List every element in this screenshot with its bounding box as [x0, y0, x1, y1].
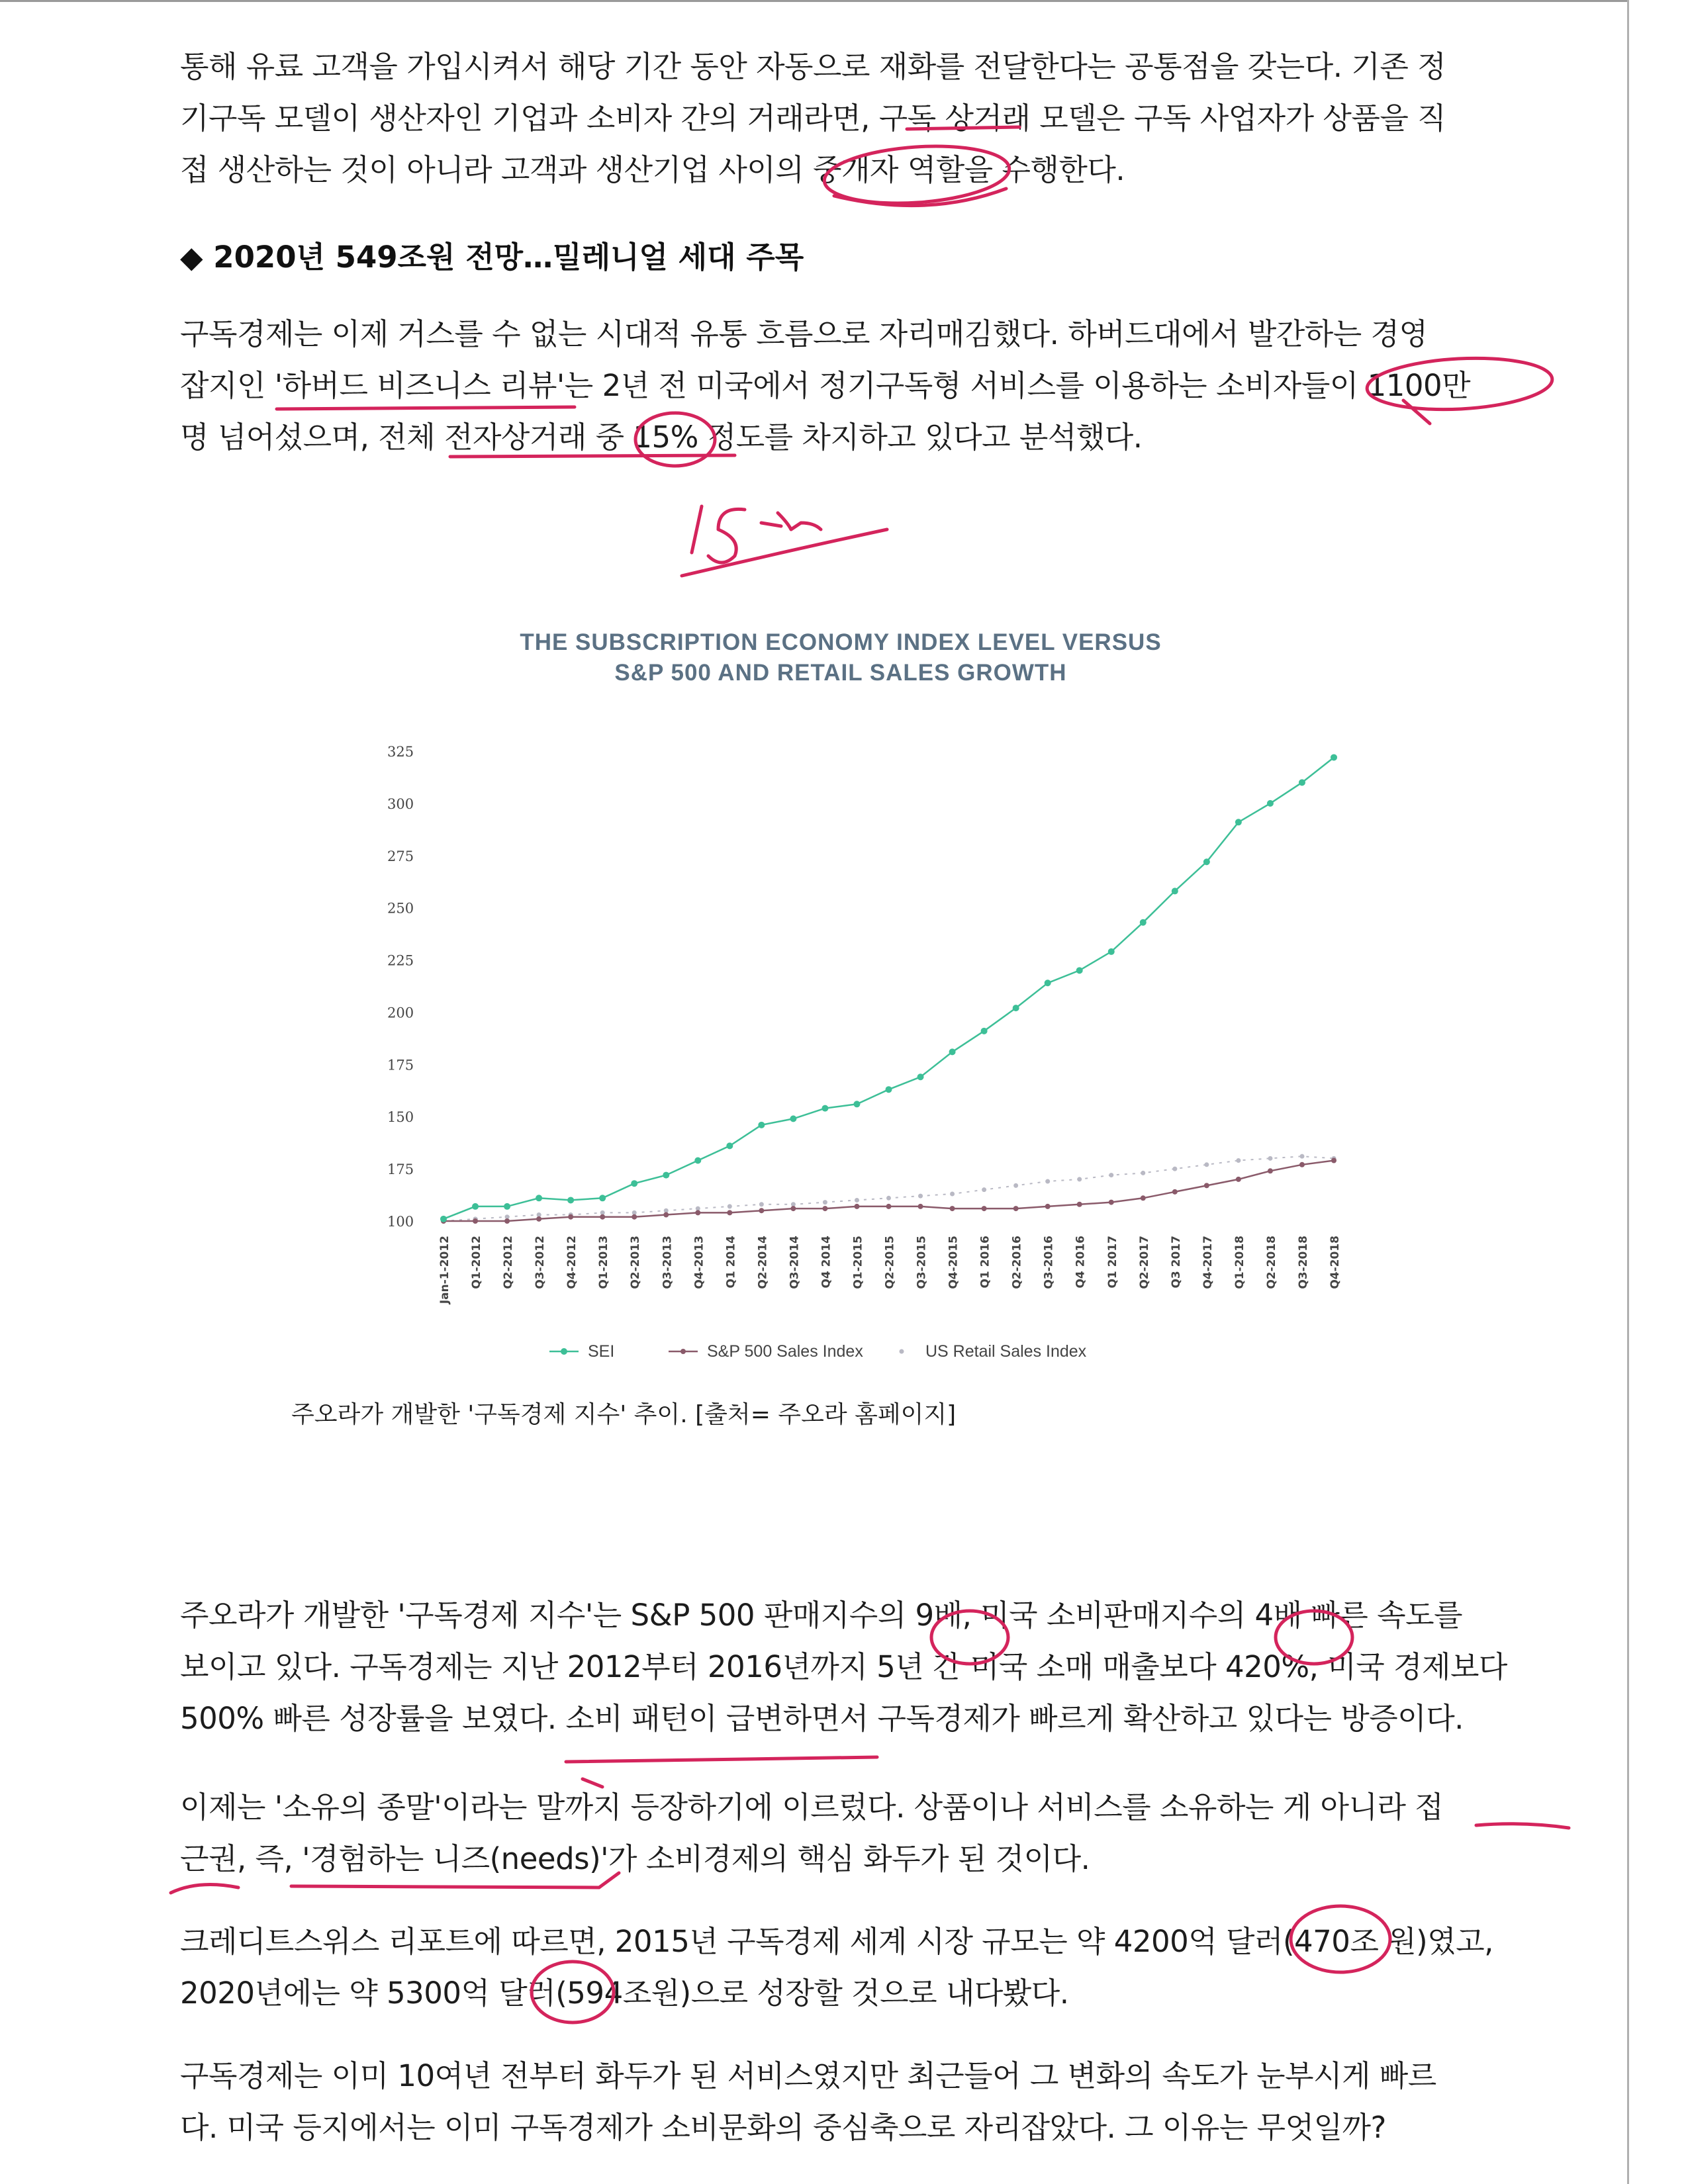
data-point: [1141, 1171, 1145, 1175]
data-point: [1299, 779, 1305, 786]
y-tick-label: 175: [387, 1161, 414, 1178]
data-point: [1235, 819, 1242, 825]
data-point: [1204, 1162, 1209, 1167]
data-point: [1045, 979, 1051, 986]
data-point: [1077, 1202, 1082, 1207]
x-tick-label: Q2-2013: [629, 1236, 643, 1289]
data-point: [1268, 1156, 1272, 1161]
data-point: [663, 1172, 669, 1179]
x-tick-label: Q3 2017: [1169, 1236, 1183, 1289]
x-tick-label: Q1-2012: [470, 1236, 484, 1289]
text-line: 다. 미국 등지에서는 이미 구독경제가 소비문화의 중심축으로 자리잡았다. 그 이유는 무엇일까?: [180, 2110, 1386, 2145]
legend-label: SEI: [588, 1342, 615, 1361]
x-tick-label: Q3-2015: [915, 1236, 929, 1289]
x-tick-label: Q2-2018: [1264, 1236, 1278, 1289]
data-point: [536, 1195, 542, 1201]
data-point: [504, 1203, 510, 1210]
legend-marker: [680, 1349, 686, 1354]
text-line: 이제는 '소유의 종말'이라는 말까지 등장하기에 이르렀다. 상품이나 서비스를 소유하는 게 아니라 접: [180, 1790, 1444, 1825]
data-point: [440, 1216, 447, 1222]
text-line: 통해 유료 고객을 가입시켜서 해당 기간 동안 자동으로 재화를 전달한다는 공통점을 갖는다. 기존 정: [180, 49, 1446, 84]
data-point: [600, 1214, 605, 1220]
x-tick-label: Q3-2013: [661, 1236, 675, 1289]
data-point: [854, 1204, 859, 1209]
data-point: [982, 1206, 987, 1211]
pen-underline: [171, 1885, 238, 1893]
data-point: [1013, 1183, 1018, 1188]
x-tick-label: Q2-2017: [1137, 1236, 1151, 1289]
data-point: [759, 1202, 764, 1206]
x-tick-label: Q4-2015: [947, 1236, 961, 1289]
data-point: [1013, 1206, 1019, 1211]
data-point: [663, 1212, 669, 1218]
data-point: [821, 1105, 828, 1112]
x-tick-label: Q4-2018: [1329, 1236, 1342, 1289]
x-tick-label: Q4-2017: [1201, 1236, 1215, 1289]
text-line: 명 넘어섰으며, 전체 전자상거래 중 15% 정도를 차지하고 있다고 분석했다.: [180, 420, 1143, 455]
x-tick-label: Q3-2018: [1296, 1236, 1310, 1289]
series-line-1: [444, 1161, 1334, 1222]
data-point: [886, 1204, 892, 1209]
x-tick-label: Q2-2015: [883, 1236, 897, 1289]
legend-label: S&P 500 Sales Index: [707, 1342, 863, 1361]
text-line: 보이고 있다. 구독경제는 지난 2012부터 2016년까지 5년 간 미국 소매 매출보다 420%, 미국 경제보다: [180, 1649, 1507, 1684]
data-point: [822, 1206, 827, 1211]
data-point: [1172, 1189, 1178, 1195]
x-tick-label: Q1-2015: [851, 1236, 865, 1289]
data-point: [918, 1204, 923, 1209]
data-point: [727, 1204, 732, 1208]
data-point: [1013, 1005, 1019, 1011]
data-point: [1204, 1183, 1209, 1188]
chart-title-line: S&P 500 AND RETAIL SALES GROWTH: [614, 660, 1067, 686]
x-tick-label: Q3-2012: [534, 1236, 547, 1289]
data-point: [790, 1206, 796, 1211]
y-tick-label: 325: [387, 744, 414, 760]
paragraph-harvard: [180, 308, 1517, 463]
y-tick-label: 225: [387, 952, 414, 969]
chart-title: [371, 627, 1311, 688]
data-point: [918, 1194, 923, 1199]
x-tick-label: Q1-2018: [1233, 1236, 1246, 1289]
series-line-2: [444, 1156, 1334, 1221]
data-point: [1109, 1200, 1114, 1205]
data-point: [1108, 948, 1115, 955]
data-point: [1172, 887, 1178, 894]
data-point: [855, 1198, 859, 1203]
data-point: [1331, 1158, 1336, 1163]
y-tick-label: 100: [387, 1214, 414, 1230]
y-tick-label: 300: [387, 796, 414, 812]
x-tick-label: Q3-2014: [788, 1236, 802, 1289]
data-point: [1331, 754, 1337, 760]
data-point: [1299, 1154, 1304, 1159]
x-tick-label: Q4 2016: [1074, 1236, 1088, 1289]
data-point: [982, 1187, 986, 1192]
data-point: [695, 1210, 700, 1215]
text-line: 500% 빠른 성장률을 보였다. 소비 패턴이 급변하면서 구독경제가 빠르게 확산하고 있다는 방증이다.: [180, 1701, 1464, 1736]
y-tick-label: 250: [387, 900, 414, 917]
data-point: [727, 1210, 732, 1215]
text-line: 잡지인 '하버드 비즈니스 리뷰'는 2년 전 미국에서 정기구독형 서비스를 이용하는 소비자들이 1100만: [180, 368, 1471, 403]
data-point: [758, 1122, 765, 1128]
data-point: [1236, 1158, 1241, 1163]
paragraph-credit-suisse: [180, 1916, 1517, 2019]
y-tick-label: 275: [387, 848, 414, 864]
legend-marker: [900, 1349, 904, 1354]
data-point: [917, 1073, 924, 1080]
data-point: [1077, 1177, 1082, 1181]
page-right-edge: [1627, 0, 1629, 2184]
data-point: [790, 1115, 796, 1122]
x-tick-label: Q1-2013: [597, 1236, 611, 1289]
data-point: [1268, 1168, 1273, 1173]
legend-label: US Retail Sales Index: [925, 1342, 1087, 1361]
paragraph-index: [180, 1590, 1517, 1745]
data-point: [1236, 1177, 1241, 1182]
text-line: 크레디트스위스 리포트에 따르면, 2015년 구독경제 세계 시장 규모는 약 4200억 달러(470조 원)였고,: [180, 1924, 1493, 1959]
data-point: [568, 1214, 573, 1220]
x-tick-label: Q1 2016: [978, 1236, 992, 1289]
data-point: [1076, 967, 1083, 974]
series-line-0: [444, 758, 1334, 1219]
data-point: [853, 1101, 860, 1107]
x-tick-label: Q4-2013: [692, 1236, 706, 1289]
page-top-edge: [0, 0, 1628, 2]
x-tick-label: Q2-2012: [502, 1236, 516, 1289]
x-tick-label: Q2-2014: [756, 1236, 770, 1289]
pen-underline: [291, 1886, 599, 1888]
section-heading: ◆ 2020년 549조원 전망…밀레니얼 세대 주목: [180, 240, 804, 275]
data-point: [1109, 1173, 1113, 1177]
data-point: [1140, 919, 1147, 926]
text-line: 기구독 모델이 생산자인 기업과 소비자 간의 거래라면, 구독 상거래 모델은 구독 사업자가 상품을 직: [180, 101, 1446, 136]
y-tick-label: 150: [387, 1109, 414, 1126]
data-point: [1172, 1167, 1177, 1171]
data-point: [536, 1216, 541, 1222]
data-point: [886, 1196, 891, 1201]
paragraph-ownership: [180, 1782, 1517, 1885]
data-point: [949, 1048, 956, 1055]
chart-title-line: THE SUBSCRIPTION ECONOMY INDEX LEVEL VERSUS: [520, 629, 1162, 655]
data-point: [1299, 1162, 1305, 1167]
data-point: [1045, 1179, 1050, 1184]
data-point: [823, 1200, 827, 1205]
data-point: [632, 1214, 637, 1220]
pen-underline: [566, 1757, 877, 1762]
x-tick-label: Q4-2012: [565, 1236, 579, 1289]
handwritten-note-15-percent: [682, 506, 887, 576]
data-point: [950, 1206, 955, 1211]
data-point: [981, 1028, 988, 1034]
data-point: [950, 1191, 955, 1196]
data-point: [886, 1086, 892, 1093]
x-tick-label: Q3-2016: [1042, 1236, 1056, 1289]
text-line: 구독경제는 이미 10여년 전부터 화두가 된 서비스였지만 최근들어 그 변화의 속도가 눈부시게 빠르: [180, 2058, 1436, 2093]
paragraph-conclusion: [180, 2050, 1517, 2154]
y-tick-label: 175: [387, 1057, 414, 1073]
data-point: [1141, 1195, 1146, 1201]
x-tick-label: Q1 2014: [724, 1236, 738, 1289]
data-point: [759, 1208, 764, 1213]
data-point: [567, 1197, 574, 1203]
data-point: [694, 1157, 701, 1163]
legend-marker: [561, 1348, 567, 1355]
x-tick-label: Q1 2017: [1105, 1236, 1119, 1289]
data-point: [1045, 1204, 1051, 1209]
data-point: [504, 1218, 510, 1224]
text-line: 주오라가 개발한 '구독경제 지수'는 S&P 500 판매지수의 9배, 미국 소비판매지수의 4배 빠른 속도를: [180, 1598, 1463, 1633]
x-tick-label: Q4 2014: [820, 1236, 833, 1289]
data-point: [1267, 800, 1274, 807]
data-point: [1203, 858, 1210, 865]
data-point: [473, 1218, 478, 1224]
line-chart: [357, 728, 1350, 1390]
data-point: [726, 1142, 733, 1149]
x-tick-label: Jan-1-2012: [438, 1236, 451, 1304]
text-line: 접 생산하는 것이 아니라 고객과 생산기업 사이의 중개자 역할을 수행한다.: [180, 152, 1125, 187]
x-tick-label: Q2-2016: [1010, 1236, 1024, 1289]
text-line: 구독경제는 이제 거스를 수 없는 시대적 유통 흐름으로 자리매김했다. 하버드대에서 발간하는 경영: [180, 316, 1428, 351]
data-point: [472, 1203, 479, 1210]
text-line: 2020년에는 약 5300억 달러(594조원)으로 성장할 것으로 내다봤다.: [180, 1976, 1069, 2011]
figure-caption: 주오라가 개발한 '구독경제 지수' 추이. [출처= 주오라 홈페이지]: [291, 1401, 957, 1428]
y-tick-label: 200: [387, 1005, 414, 1021]
paragraph-intro: [180, 41, 1517, 196]
data-point: [631, 1180, 637, 1187]
data-point: [599, 1195, 606, 1201]
text-line: 근권, 즉, '경험하는 니즈(needs)'가 소비경제의 핵심 화두가 된 것이다.: [180, 1841, 1090, 1876]
